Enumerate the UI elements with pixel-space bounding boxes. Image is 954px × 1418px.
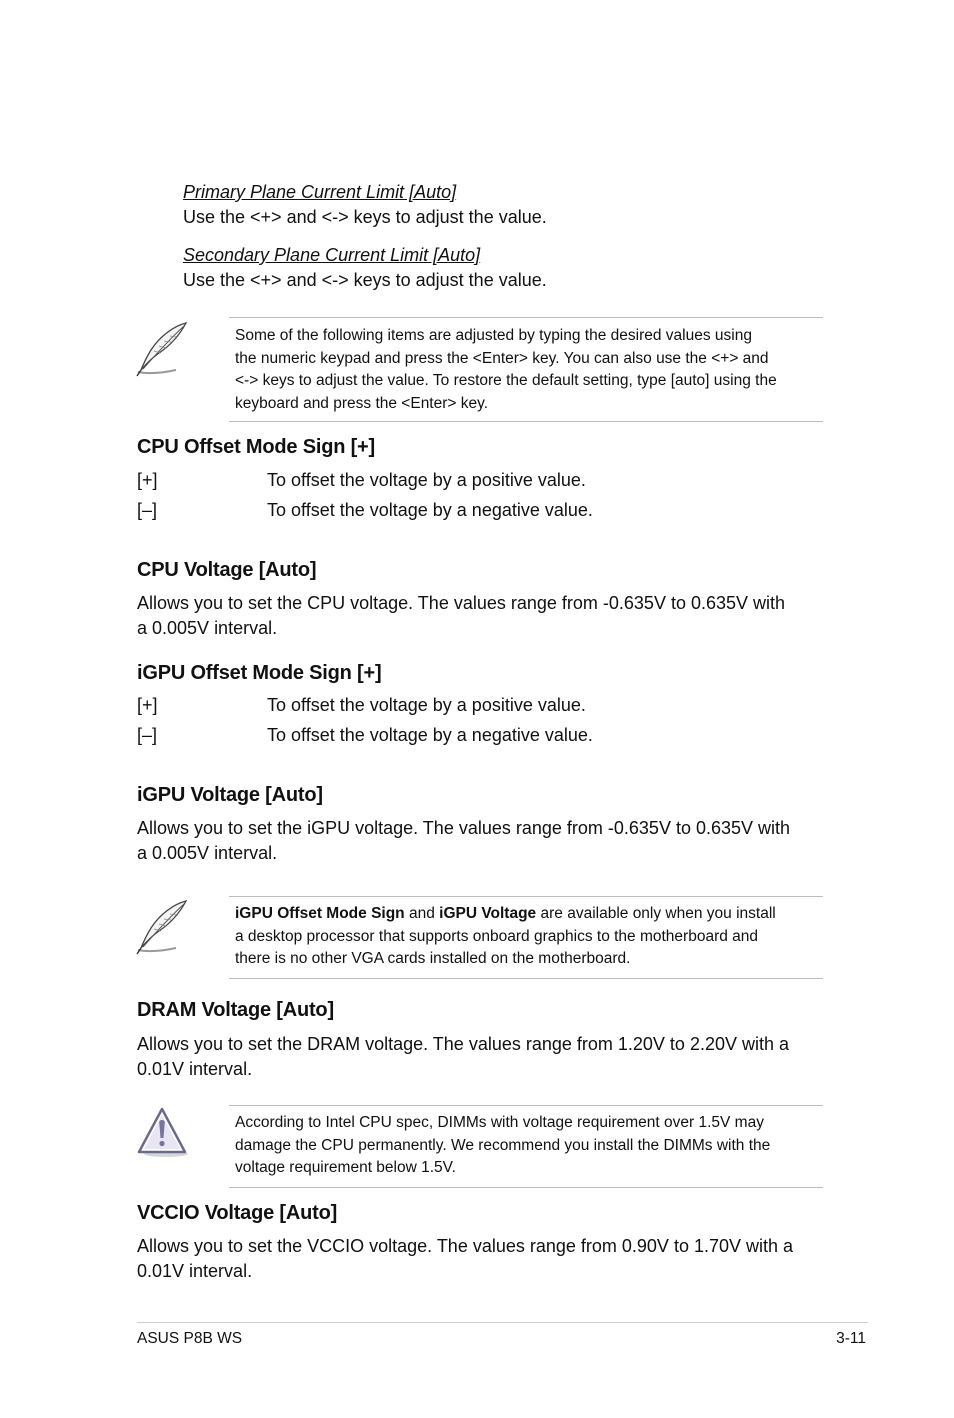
dram-voltage-line: Allows you to set the DRAM voltage. The values range from 1.20V to 2.20V with a <box>137 1034 790 1054</box>
dram-voltage-heading: DRAM Voltage [Auto] <box>137 999 334 1021</box>
igpu-voltage-heading: iGPU Voltage [Auto] <box>137 784 323 806</box>
cpu-offset-option-minus-key: [–] <box>137 500 158 520</box>
note2-line: there is no other VGA cards installed on the motherboard. <box>235 950 631 967</box>
note2-line <box>235 903 776 926</box>
warning-triangle-icon <box>136 1106 192 1158</box>
igpu-voltage-desc <box>137 816 790 866</box>
primary-plane-desc: Use the <+> and <-> keys to adjust the value. <box>183 207 547 227</box>
warning-line: damage the CPU permanently. We recommend you install the DIMMs with the <box>235 1136 771 1154</box>
warning-line: According to Intel CPU spec, DIMMs with voltage requirement over 1.5V may <box>235 1114 764 1131</box>
cpu-offset-option-minus-desc: To offset the voltage by a negative value. <box>267 500 593 520</box>
vccio-voltage-desc <box>137 1234 793 1284</box>
secondary-plane-title: Secondary Plane Current Limit [Auto] <box>183 245 481 265</box>
note1-top-rule <box>229 317 823 318</box>
note1-line: keyboard and press the <Enter> key. <box>235 394 489 412</box>
note2-connector: and <box>404 905 440 922</box>
igpu-offset-option-minus-key: [–] <box>137 725 158 745</box>
cpu-offset-heading: CPU Offset Mode Sign [+] <box>137 436 375 458</box>
note2-text <box>235 903 776 971</box>
note2-top-rule <box>229 896 823 897</box>
cpu-offset-option-plus-key: [+] <box>137 470 158 490</box>
note1-line: <-> keys to adjust the value. To restore the default setting, type [auto] using the <box>235 372 777 389</box>
cpu-voltage-desc <box>137 591 785 641</box>
warning-top-rule <box>229 1105 823 1106</box>
igpu-offset-option-plus-desc: To offset the voltage by a positive value. <box>267 695 586 715</box>
cpu-voltage-heading: CPU Voltage [Auto] <box>137 559 317 581</box>
warning-bottom-rule <box>229 1187 823 1188</box>
vccio-voltage-heading: VCCIO Voltage [Auto] <box>137 1202 338 1224</box>
igpu-offset-option-plus-key: [+] <box>137 695 158 715</box>
igpu-offset-option-minus-desc: To offset the voltage by a negative value. <box>267 725 593 745</box>
vccio-voltage-line: 0.01V interval. <box>137 1261 253 1281</box>
secondary-plane-desc: Use the <+> and <-> keys to adjust the value. <box>183 270 547 290</box>
primary-plane-title: Primary Plane Current Limit [Auto] <box>183 182 457 202</box>
igpu-voltage-line: Allows you to set the iGPU voltage. The values range from -0.635V to 0.635V with <box>137 818 791 838</box>
note2-line: a desktop processor that supports onboard graphics to the motherboard and <box>235 927 759 945</box>
note2-line1-rest: are available only when you install <box>536 905 776 922</box>
igpu-offset-heading: iGPU Offset Mode Sign [+] <box>137 662 382 684</box>
feather-pen-icon <box>134 898 194 956</box>
cpu-offset-option-plus-desc: To offset the voltage by a positive value. <box>267 470 586 490</box>
dram-voltage-desc <box>137 1032 789 1082</box>
cpu-voltage-line: Allows you to set the CPU voltage. The values range from -0.635V to 0.635V with <box>137 593 786 613</box>
warning-text <box>235 1112 770 1180</box>
note1-line: Some of the following items are adjusted by typing the desired values using <box>235 327 752 344</box>
note1-text <box>235 325 777 415</box>
note2-bold-term: iGPU Offset Mode Sign <box>235 905 405 922</box>
footer-rule <box>137 1322 868 1323</box>
cpu-voltage-line: a 0.005V interval. <box>137 618 278 638</box>
note1-line: the numeric keypad and press the <Enter> key. You can also use the <+> and <box>235 349 769 367</box>
footer-product-name: ASUS P8B WS <box>137 1330 243 1347</box>
footer-page-number: 3-11 <box>836 1330 866 1347</box>
feather-pen-icon <box>134 320 194 378</box>
dram-voltage-line: 0.01V interval. <box>137 1059 253 1079</box>
note2-bottom-rule <box>229 978 823 979</box>
note2-bold-term: iGPU Voltage <box>439 905 537 922</box>
igpu-voltage-line: a 0.005V interval. <box>137 843 278 863</box>
note1-bottom-rule <box>229 421 823 422</box>
vccio-voltage-line: Allows you to set the VCCIO voltage. The values range from 0.90V to 1.70V with a <box>137 1236 794 1256</box>
warning-line: voltage requirement below 1.5V. <box>235 1159 456 1176</box>
